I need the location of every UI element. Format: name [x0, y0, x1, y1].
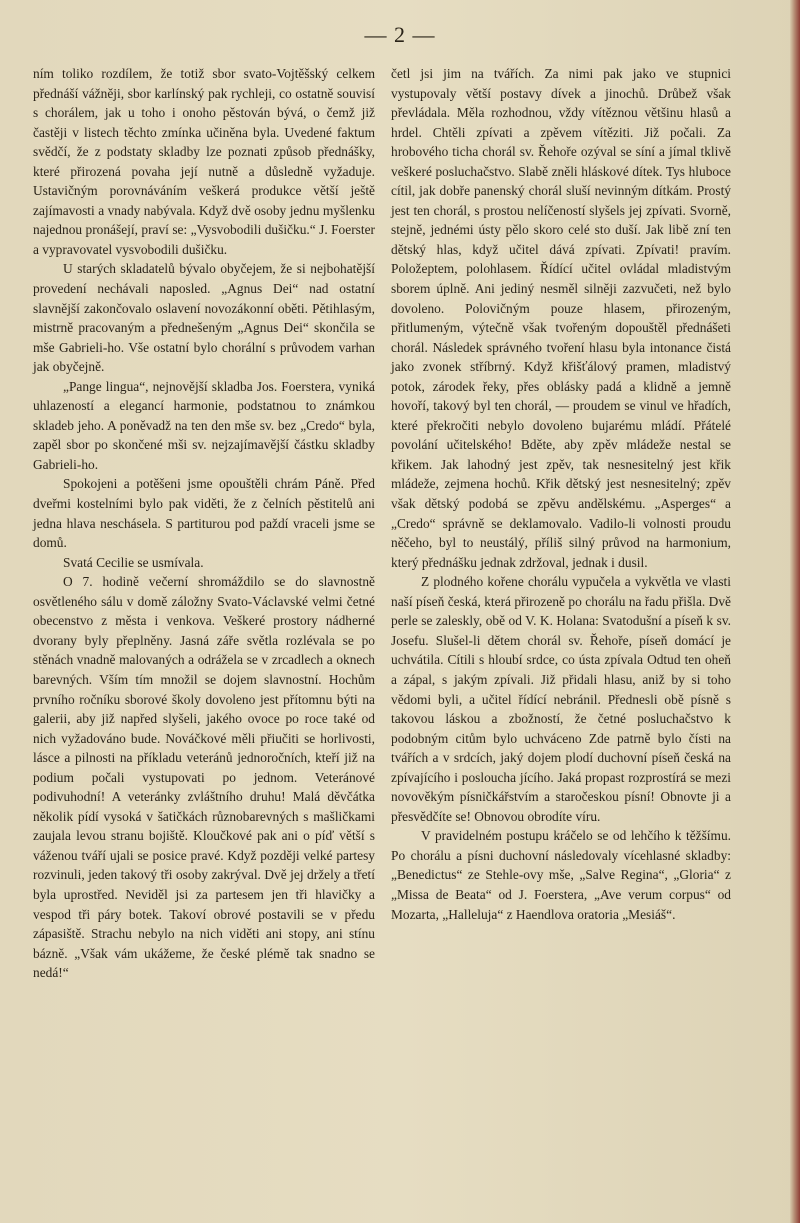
paragraph: U starých skladatelů bývalo obyčejem, že si nejbohatější provedení nechávali naposled. „Agnus Dei“ nad ostatní slavnější zakončovalo oslavení novozákonní oběti. Pětihlasým, mistrně pracovaným a přednešeným „Agnus Dei“ skončila se mše Gabrieli-ho. Vše ostatní bylo chorální s průvodem varhan jak obyčejně. [33, 261, 375, 375]
left-column [33, 64, 375, 983]
paragraph: Spokojeni a potěšeni jsme opouštěli chrám Páně. Před dveřmi kostelními bylo pak viděti, že z čelních pěstitelů ani jedna hlava neschásela. S partiturou pod paždí vraceli jsme se domů. [33, 476, 375, 551]
paragraph: V pravidelném postupu kráčelo se od lehčího k těžšímu. Po chorálu a písni duchovní následovaly vícehlasné skladby: „Benedictus“ ze Stehle-ovy mše, „Salve Regina“, „Gloria“ z „Missa de Beata“ od J. Foerstera, „Ave verum corpus“ od Mozarta, „Halleluja“ z Haendlova oratoria „Mesiáš“. [391, 828, 731, 922]
page-number: — 2 — [364, 22, 436, 47]
paragraph: ním toliko rozdílem, že totiž sbor svato-Vojtěšský celkem přednáší vážněji, sbor karlínský pak rychleji, co ostatně souvisí s chorálem, jak u toho i onoho pěstován bývá, o čemž již častěji v listech těchto zmínka učiněna byla. Uvedené faktum svědčí, že z podstaty skladby lze poznati způsob přednášky, které přirozená povaha její nutně a důsledně vyžaduje. Ustavičným porovnáváním veškerá produkce větší ještě zajímavosti a vnady nabývala. Když dvě osoby jednu myšlenku najednou pronášejí, praví se: „Vysvobodili dušičku.“ J. Foerster a vypravovatel vysvobodili dušičku. [33, 66, 375, 257]
paragraph: četl jsi jim na tvářích. Za nimi pak jako ve stupnici vystupovaly větší postavy dívek a jinochů. Drůbež však převládala. Měla rozhodnou, vždy vítěznou většinu hlasů a hrdel. Chtěli zpívati a zpěvem vítěziti. Již počali. Za hrobového ticha chorál sv. Řehoře ozýval se síní a jímal tklivě veškeré posluchačstvo. Slabě zněli hláskové dítek. Tys hluboce cítil, jak dobře panenský chorál sluší nevinným dítkám. Prostý jest ten chorál, s prostou nelíčeností slyšels jej zpívati. Svorně, stejně, jednémi ústy pělo skoro celé sto duší. Jak libě zní ten dětský hlas, když učitel dává zpívati. Zpívati! pravím. Položeptem, polohlasem. Řídící učitel ovládal mladistvým sborem úplně. Ani jediný nesměl silněji zazvučeti, než bylo dovoleno. Polovičným pouze hlasem, přirozeným, přitlumeným, výtečně však tvořeným dopouštěl přednášeti chorál. Následek správného tvoření hlasu byla intonance čistá jako zvonek stříbrný. Když křišťálový pramen, mladistvý potok, zárodek řeky, přes oblásky padá a klidně a jemně hovoří, takový byl ten chorál, — proudem se vinul ve hřadích, které překročiti nebylo dovoleno bujarému mládí. Přátelé povolání učitelského! Bděte, aby zpěv mládeže nestal se křikem. Jak lahodný jest zpěv, tak nesnesitelný jest křik mládeže, zejmena hochů. Křik dětský jest nesnesitelný; zpěv však dětský podobá se zpěvu andělskému. „Asperges“ a „Credo“ správně se deklamovalo. Vadilo-li volnosti proudu něčeho, byl to neustálý, příliš silný průvod na harmonium, který přednášku jednak zdržoval, jednak i dusil. [391, 66, 731, 570]
right-column [391, 64, 731, 924]
paragraph: O 7. hodině večerní shromáždilo se do slavnostně osvětleného sálu v domě záložny Svato-Václavské velmi četné obecenstvo z města i venkova. Veškeré prostory nádherné dvorany byly přeplněny. Jasná záře světla rozlévala se po stěnách vnadně malovaných a odrážela se v zrcadlech a oknech barevných. Vším tím množil se dojem slavnostní. Hochům prvního ročníku sborové školy dovoleno jest přítomnu býti na galerii, aby již napřed slyšeli, jakého ovoce po roce také od nich vyžadováno bude. Nováčkové měli přiučiti se horlivosti, lásce a pilnosti na příkladu veteránů jednoročních, kteří již na podium počali vystupovati po jednom. Veteránové podivuhodní! A veteránky zvláštního druhu! Malá děvčátka několik pídí vysoká v šatičkách různobarevných s mašličkami zaujala levou stranu bojiště. Kloučkové pak ani o píď větší s váženou tváří ujali se posice pravé. Když později velké partesy rozvinuli, jeden takový tři osoby zakrýval. Dvě jej držely a třetí byla uprostřed. Neviděl jsi za partesem jen tři hlavičky a vespod tři páry botek. Takoví obrové postavili se v předu zápasiště. Strachu nebylo na nich viděti ani stopy, ani stínu bázně. „Však vám ukážeme, že české plémě tak snadno se nedá!“ [33, 574, 375, 981]
page-edge [790, 0, 800, 1223]
paragraph: Z plodného kořene chorálu vypučela a vykvětla ve vlasti naší píseň česká, která přirozeně po chorálu na řadu přišla. Dvě perle se zaleskly, obě od V. K. Holana: Svatodušní a píseň k sv. Josefu. Slušel-li dětem chorál sv. Řehoře, píseň domácí je uchvátila. Cítili s hloubí srdce, co ústa zpívala Odtud ten oheň a zápal, s jakým zpívali. Již přidali hlasu, aniž by si toho vědomi byli, a učitel řídící nebránil. Přednesli obě písně s takovou láskou a zbožností, že četné posluchačstvo k podobným citům bylo uchváceno Zde patrně bylo čísti na tvářích a v srdcích, jaký dojem plodí duchovní píseň česká na zpívajícího i posloucha jícího. Jaká propast rozprostírá se mezi novověkým písničkářstvím a staročeskou písní! Obnovte ji a přesvědčíte se! Obnovou obrodíte víru. [391, 574, 731, 824]
paragraph: Svatá Cecilie se usmívala. [63, 554, 204, 570]
paragraph: „Pange lingua“, nejnovější skladba Jos. Foerstera, vyniká uhlazeností a elegancí harmonie, podstatnou to známkou skladeb jeho. A poněvadž na ten den mše sv. bez „Credo“ byla, zapěl sbor po skončené mši sv. nejzajímavější částku skladby Gabrieli-ho. [33, 378, 375, 472]
